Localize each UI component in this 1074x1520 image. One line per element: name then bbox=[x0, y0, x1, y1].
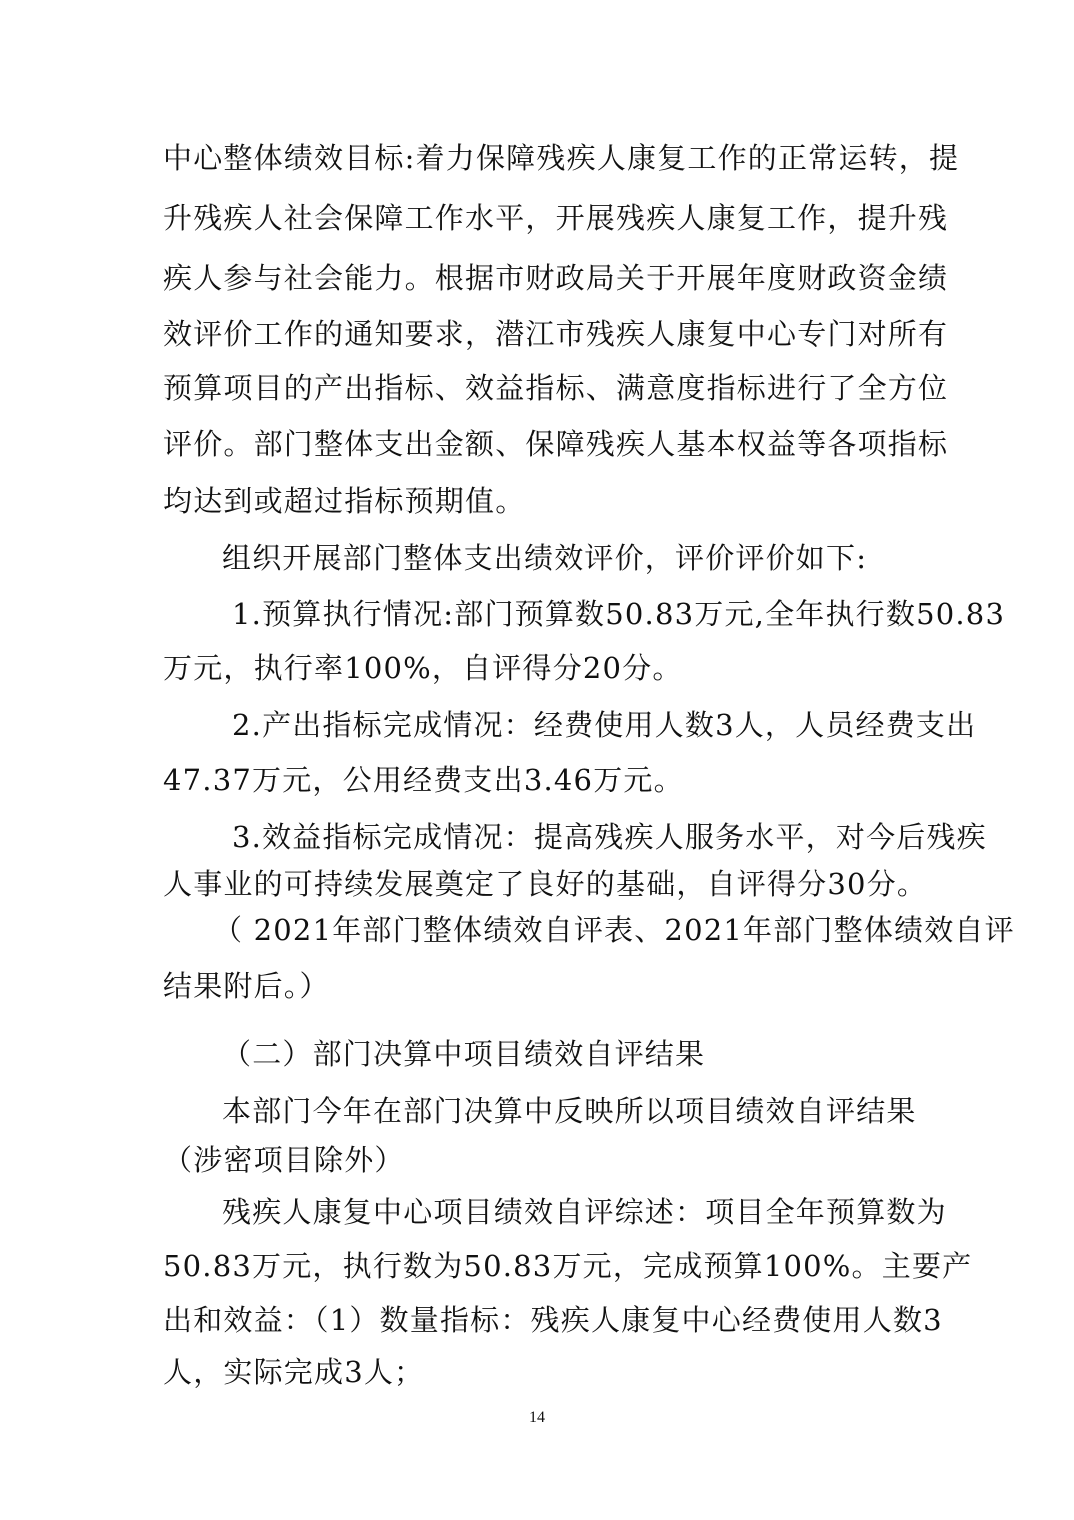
text-line-19: （涉密项目除外） bbox=[163, 1143, 405, 1177]
text-line-15: （ 2021年部门整体绩效自评表、2021年部门整体绩效自评 bbox=[213, 913, 1015, 947]
text-line-14: 人事业的可持续发展奠定了良好的基础，自评得分30分。 bbox=[163, 867, 928, 901]
text-line-5: 预算项目的产出指标、效益指标、满意度指标进行了全方位 bbox=[163, 371, 949, 405]
text-line-21: 50.83万元，执行数为50.83万元，完成预算100%。主要产 bbox=[163, 1249, 973, 1283]
text-line-7: 均达到或超过指标预期值。 bbox=[163, 484, 526, 518]
page-number: 14 bbox=[529, 1409, 545, 1426]
text-line-3: 疾人参与社会能力。根据市财政局关于开展年度财政资金绩 bbox=[163, 261, 949, 295]
text-line-18: 本部门今年在部门决算中反映所以项目绩效自评结果 bbox=[222, 1094, 917, 1128]
text-line-10: 万元，执行率100%，自评得分20分。 bbox=[163, 651, 683, 685]
text-line-6: 评价。部门整体支出金额、保障残疾人基本权益等各项指标 bbox=[163, 427, 949, 461]
text-line-16: 结果附后。） bbox=[163, 969, 330, 1003]
text-line-9: 1.预算执行情况:部门预算数50.83万元,全年执行数50.83 bbox=[232, 597, 1006, 631]
section-heading: （二）部门决算中项目绩效自评结果 bbox=[222, 1037, 706, 1071]
text-line-2: 升残疾人社会保障工作水平，开展残疾人康复工作，提升残 bbox=[163, 201, 949, 235]
text-line-13: 3.效益指标完成情况：提高残疾人服务水平，对今后残疾 bbox=[232, 820, 987, 854]
text-line-12: 47.37万元，公用经费支出3.46万元。 bbox=[163, 763, 684, 797]
text-line-11: 2.产出指标完成情况：经费使用人数3人，人员经费支出 bbox=[232, 708, 977, 742]
text-line-20: 残疾人康复中心项目绩效自评综述：项目全年预算数为 bbox=[222, 1195, 947, 1229]
text-line-4: 效评价工作的通知要求，潜江市残疾人康复中心专门对所有 bbox=[163, 317, 949, 351]
text-line-8: 组织开展部门整体支出绩效评价，评价评价如下: bbox=[222, 541, 868, 575]
text-line-22: 出和效益：（1）数量指标：残疾人康复中心经费使用人数3 bbox=[163, 1303, 943, 1337]
text-line-23: 人，实际完成3人； bbox=[163, 1355, 425, 1389]
text-line-1: 中心整体绩效目标:着力保障残疾人康复工作的正常运转，提 bbox=[163, 141, 960, 175]
